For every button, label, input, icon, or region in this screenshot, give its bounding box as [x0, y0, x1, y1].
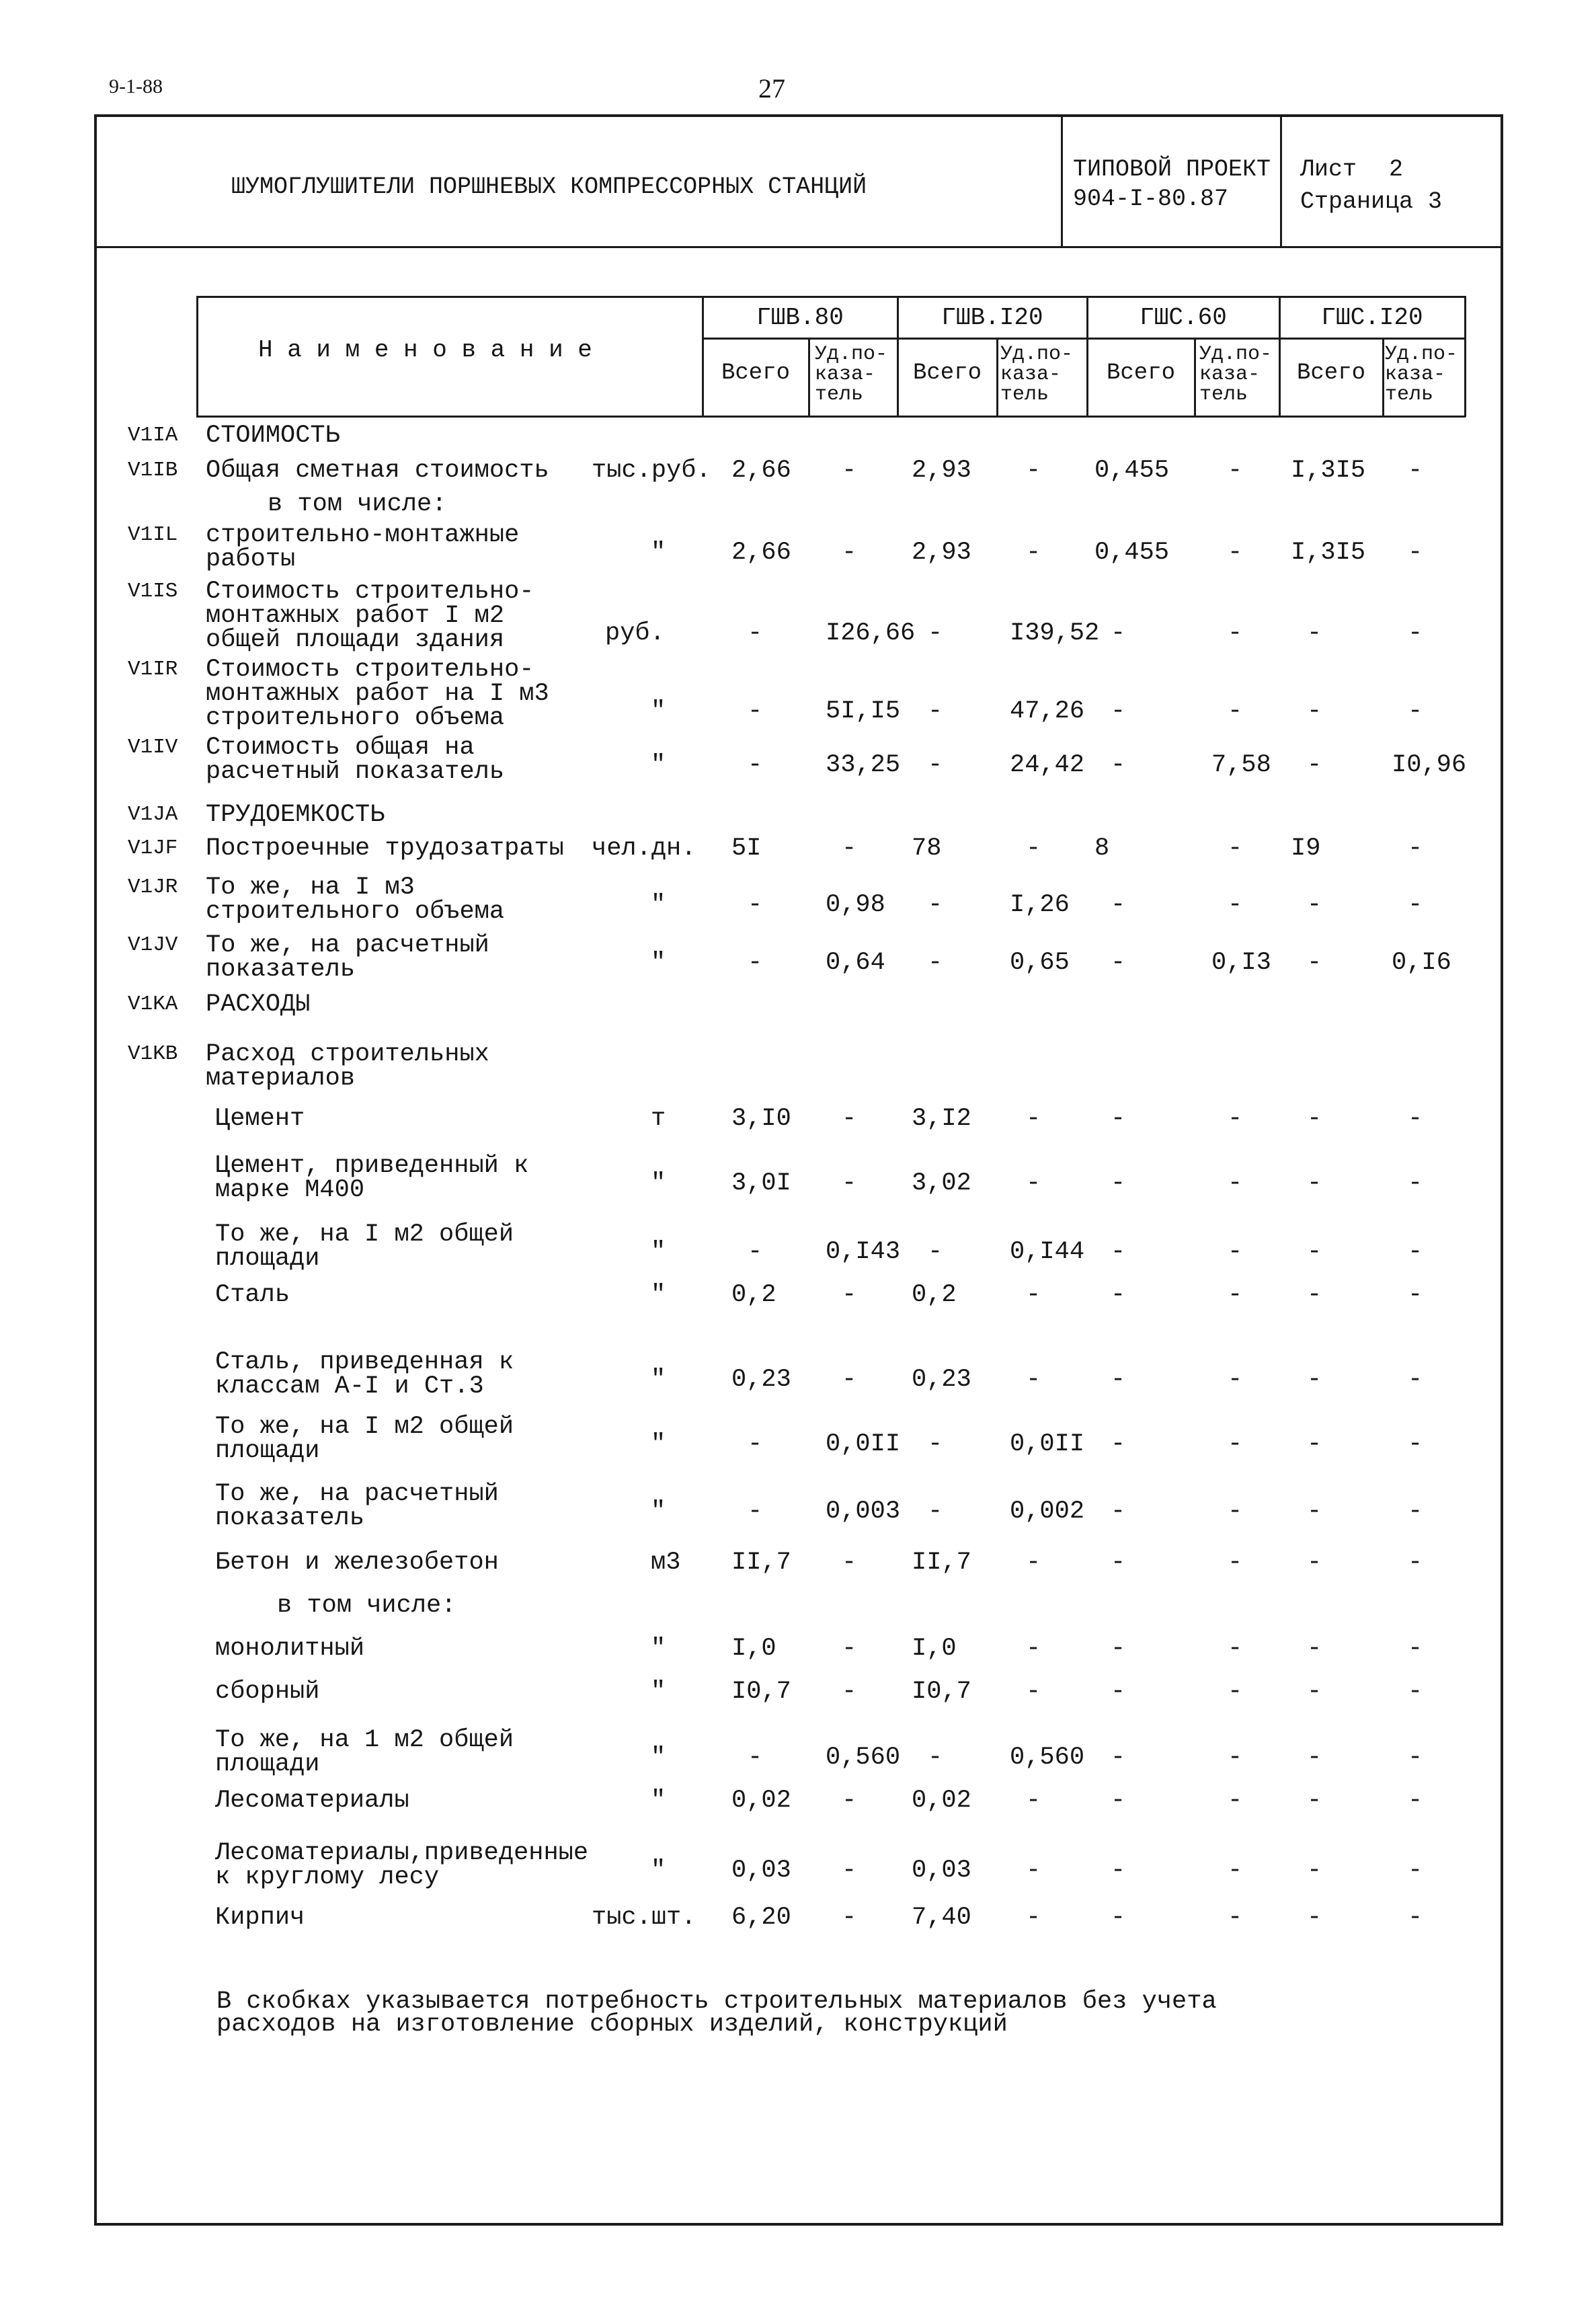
row-value: 3,I2	[912, 1105, 971, 1133]
row-name: строительно-монтажные работы	[206, 521, 520, 574]
row-value: -	[842, 1635, 857, 1663]
row-unit: "	[651, 1430, 666, 1458]
row-value: 0,560	[1010, 1744, 1085, 1772]
row-value: -	[1111, 1744, 1126, 1772]
row-name: в том числе:	[277, 1592, 456, 1620]
row-value: 0,03	[912, 1856, 971, 1885]
row-name: Сталь	[215, 1281, 290, 1309]
row-value: 0,I44	[1010, 1238, 1085, 1266]
row-value: -	[1307, 1105, 1322, 1133]
row-code: V1JV	[128, 933, 178, 957]
page-value: 3	[1428, 188, 1443, 215]
page-label: Страница	[1300, 188, 1414, 215]
row-value: -	[1307, 697, 1322, 726]
row-name: монолитный	[215, 1635, 365, 1663]
row-value: -	[1408, 1678, 1423, 1706]
row-name: ТРУДОЕМКОСТЬ	[206, 801, 385, 829]
row-value: -	[1026, 539, 1041, 567]
table-header-right	[1464, 296, 1466, 417]
row-value: 0,23	[912, 1366, 971, 1394]
row-value: -	[1228, 1856, 1243, 1885]
row-value: -	[1408, 1497, 1423, 1526]
row-unit: "	[651, 1497, 666, 1526]
row-value: I0,96	[1392, 751, 1467, 779]
row-value: -	[1026, 1105, 1041, 1133]
row-name: То же, на I м2 общей площади	[215, 1220, 514, 1273]
row-value: -	[1408, 1904, 1423, 1932]
frame-top	[94, 114, 1503, 117]
row-value: -	[1228, 1281, 1243, 1309]
page-number: 27	[758, 73, 785, 104]
row-value: II,7	[912, 1549, 971, 1577]
row-value: -	[1307, 1904, 1322, 1932]
row-value: I9	[1291, 834, 1321, 863]
row-name: Цемент, приведенный к марке М400	[215, 1152, 529, 1204]
row-value: -	[1228, 1678, 1243, 1706]
row-value: I,26	[1010, 891, 1070, 919]
row-unit: чел.дн.	[592, 834, 696, 863]
row-unit: "	[651, 751, 666, 779]
row-value: -	[1228, 697, 1243, 726]
row-unit: "	[651, 1678, 666, 1706]
row-value: 0,98	[826, 891, 885, 919]
row-value: -	[1228, 1549, 1243, 1577]
row-value: 3,02	[912, 1169, 971, 1198]
row-unit: "	[651, 1856, 666, 1885]
row-value: -	[1408, 1238, 1423, 1266]
row-value: -	[1408, 891, 1423, 919]
row-value: -	[1111, 891, 1126, 919]
subheader-total-2: Всего	[912, 360, 982, 386]
row-value: -	[1307, 1635, 1322, 1663]
row-value: 0,02	[731, 1787, 791, 1815]
row-value: 2,93	[912, 457, 971, 485]
title-block-bottom	[94, 246, 1503, 248]
group-header-2: ГШВ.I20	[941, 304, 1043, 331]
table-header-top	[196, 296, 1466, 298]
row-name: сборный	[215, 1678, 320, 1706]
row-value: 0,455	[1094, 539, 1170, 567]
row-value: I,0	[912, 1635, 957, 1663]
row-code: V1IR	[128, 658, 178, 681]
row-value: -	[1111, 1430, 1126, 1458]
row-value: -	[1307, 1238, 1322, 1266]
row-value: -	[748, 1744, 763, 1772]
title-block-divider-2	[1280, 114, 1282, 246]
row-unit: руб.	[605, 619, 665, 648]
row-value: 47,26	[1010, 697, 1085, 726]
row-value: -	[842, 1281, 857, 1309]
row-value: -	[1408, 539, 1423, 567]
row-value: 2,66	[731, 539, 791, 567]
row-value: -	[1111, 1281, 1126, 1309]
row-value: -	[842, 1904, 857, 1932]
row-unit: "	[651, 1635, 666, 1663]
row-value: -	[842, 539, 857, 567]
row-value: -	[1408, 1169, 1423, 1198]
project-label: ТИПОВОЙ ПРОЕКТ	[1073, 156, 1271, 183]
row-value: 0,02	[912, 1787, 971, 1815]
row-value: 0,002	[1010, 1497, 1085, 1526]
row-value: -	[1111, 1366, 1126, 1394]
row-name: Сталь, приведенная к классам А-I и Ст.3	[215, 1348, 514, 1401]
row-value: 24,42	[1010, 751, 1085, 779]
row-value: II,7	[731, 1549, 791, 1577]
row-value: -	[1307, 619, 1322, 648]
footnote: В скобках указывается потребность строительных материалов без учета расходов на изготовление сборных изделий, конструкций	[216, 1988, 1217, 2039]
row-value: -	[1111, 751, 1126, 779]
row-value: 78	[912, 834, 942, 863]
row-name: Стоимость строительно-монтажных работ на I м3 строительного объема	[206, 656, 549, 732]
row-value: -	[1307, 1744, 1322, 1772]
row-value: 0,64	[826, 949, 885, 977]
row-value: -	[842, 1366, 857, 1394]
row-value: -	[842, 1787, 857, 1815]
row-value: 0,I6	[1392, 949, 1451, 977]
row-name: в том числе:	[268, 490, 447, 518]
row-value: -	[1228, 1430, 1243, 1458]
row-name: То же, на 1 м2 общей площади	[215, 1726, 514, 1778]
table-header-mid	[702, 338, 1466, 340]
row-value: -	[928, 949, 943, 977]
row-value: 7,40	[912, 1904, 971, 1932]
row-unit: т	[651, 1105, 666, 1133]
row-value: -	[1026, 1787, 1041, 1815]
row-value: 2,66	[731, 457, 791, 485]
row-value: -	[1228, 1366, 1243, 1394]
row-value: 0,23	[731, 1366, 791, 1394]
row-value: -	[1111, 1549, 1126, 1577]
row-value: -	[1026, 457, 1041, 485]
row-value: 33,25	[826, 751, 901, 779]
table-header-bottom	[196, 416, 1466, 418]
subheader-unit-3: Уд.по- каза- тель	[1199, 343, 1273, 406]
row-value: 0,65	[1010, 949, 1070, 977]
row-value: 0,0II	[826, 1430, 901, 1458]
row-value: I26,66	[826, 619, 916, 648]
row-value: -	[842, 1105, 857, 1133]
row-code: V1IV	[128, 736, 178, 759]
row-unit: тыс.шт.	[592, 1904, 696, 1932]
row-value: -	[1026, 834, 1041, 863]
row-value: -	[1307, 1787, 1322, 1815]
row-value: -	[928, 891, 943, 919]
row-value: -	[1408, 1856, 1423, 1885]
row-value: -	[1307, 1281, 1322, 1309]
row-value: -	[1111, 1169, 1126, 1198]
row-value: -	[1228, 1169, 1243, 1198]
row-value: -	[1026, 1366, 1041, 1394]
title-block-divider-1	[1061, 114, 1063, 246]
row-value: 3,0I	[731, 1169, 791, 1198]
row-value: 2,93	[912, 539, 971, 567]
table-header-v-s4	[1382, 338, 1384, 417]
row-value: -	[1111, 697, 1126, 726]
row-value: -	[1307, 1678, 1322, 1706]
row-value: 0,2	[731, 1281, 776, 1309]
row-code: V1IS	[128, 580, 178, 603]
row-value: -	[1228, 457, 1243, 485]
subheader-unit-2: Уд.по- каза- тель	[1000, 343, 1074, 406]
row-value: 6,20	[731, 1904, 791, 1932]
row-name: Общая сметная стоимость	[206, 457, 549, 485]
row-value: I39,52	[1010, 619, 1100, 648]
row-value: 0,0II	[1010, 1430, 1085, 1458]
row-value: -	[1408, 619, 1423, 648]
row-code: V1KB	[128, 1042, 178, 1066]
row-value: -	[748, 1497, 763, 1526]
row-value: -	[748, 891, 763, 919]
row-name: Лесоматериалы	[215, 1787, 409, 1815]
frame-right	[1501, 114, 1503, 2226]
row-value: I,0	[731, 1635, 776, 1663]
row-value: -	[928, 697, 943, 726]
row-unit: "	[651, 1281, 666, 1309]
row-value: 0,003	[826, 1497, 901, 1526]
row-name: То же, на расчетный показатель	[215, 1480, 499, 1532]
subheader-total-3: Всего	[1106, 360, 1176, 386]
row-value: -	[1026, 1678, 1041, 1706]
row-value: -	[748, 751, 763, 779]
row-value: I0,7	[731, 1678, 791, 1706]
row-value: -	[1408, 1787, 1423, 1815]
row-value: -	[748, 1430, 763, 1458]
group-header-1: ГШВ.80	[756, 304, 844, 331]
row-unit: "	[651, 891, 666, 919]
row-value: -	[1307, 949, 1322, 977]
row-name: Цемент	[215, 1105, 305, 1133]
row-value: 7,58	[1211, 751, 1271, 779]
row-value: -	[1228, 1635, 1243, 1663]
row-name: Стоимость строительно-монтажных работ I м2 общей площади здания	[206, 578, 534, 654]
row-value: -	[1228, 1497, 1243, 1526]
row-value: -	[1307, 1366, 1322, 1394]
row-code: V1JA	[128, 803, 178, 826]
table-header-v-s2	[996, 338, 998, 417]
row-name: То же, на I м2 общей площади	[215, 1413, 514, 1465]
row-value: 3,I0	[731, 1105, 791, 1133]
row-value: -	[1111, 619, 1126, 648]
row-name: Бетон и железобетон	[215, 1549, 499, 1577]
row-value: -	[1111, 1497, 1126, 1526]
row-value: -	[1408, 1281, 1423, 1309]
group-header-3: ГШС.60	[1140, 304, 1227, 331]
row-value: -	[842, 457, 857, 485]
row-value: -	[1228, 1744, 1243, 1772]
document-title: ШУМОГЛУШИТЕЛИ ПОРШНЕВЫХ КОМПРЕССОРНЫХ СТАНЦИЙ	[231, 173, 867, 200]
row-value: 0,560	[826, 1744, 901, 1772]
row-value: -	[842, 1169, 857, 1198]
group-header-4: ГШС.I20	[1321, 304, 1423, 331]
row-name: СТОИМОСТЬ	[206, 422, 340, 450]
subheader-total-4: Всего	[1296, 360, 1366, 386]
row-value: -	[928, 1744, 943, 1772]
row-value: -	[748, 619, 763, 648]
row-value: -	[1228, 834, 1243, 863]
row-name: Лесоматериалы,приведенные к круглому лесу	[215, 1839, 589, 1891]
row-unit: тыс.руб.	[592, 457, 711, 485]
row-value: -	[1307, 1497, 1322, 1526]
row-unit: "	[651, 539, 666, 567]
row-value: -	[1408, 834, 1423, 863]
row-value: I0,7	[912, 1678, 971, 1706]
row-value: -	[1408, 1635, 1423, 1663]
row-value: -	[1111, 1856, 1126, 1885]
row-code: V1IB	[128, 459, 178, 482]
sheet-number: 2	[1389, 156, 1404, 183]
row-value: -	[1111, 1105, 1126, 1133]
table-header-v-s3	[1194, 338, 1196, 417]
row-value: -	[928, 1238, 943, 1266]
row-value: -	[1111, 1678, 1126, 1706]
row-value: -	[1228, 891, 1243, 919]
row-value: -	[748, 949, 763, 977]
row-value: -	[1228, 1904, 1243, 1932]
row-unit: "	[651, 697, 666, 726]
row-value: -	[1307, 1169, 1322, 1198]
row-value: -	[1228, 539, 1243, 567]
row-value: -	[1408, 1105, 1423, 1133]
project-number: 904-I-80.87	[1073, 186, 1229, 212]
row-value: -	[1111, 1904, 1126, 1932]
row-name: Расход строительных материалов	[206, 1040, 489, 1093]
row-value: -	[1026, 1856, 1041, 1885]
subheader-total-1: Всего	[721, 360, 791, 386]
row-value: -	[1408, 1366, 1423, 1394]
row-value: -	[1408, 1549, 1423, 1577]
row-value: I,3I5	[1291, 539, 1366, 567]
row-value: -	[1408, 1430, 1423, 1458]
row-value: -	[1111, 1635, 1126, 1663]
frame-left	[94, 114, 97, 2226]
row-name: Стоимость общая на расчетный показатель	[206, 734, 505, 786]
row-name: То же, на расчетный показатель	[206, 931, 489, 984]
row-value: -	[1307, 1549, 1322, 1577]
name-column-header: Н а и м е н о в а н и е	[258, 336, 592, 364]
row-value: -	[1026, 1549, 1041, 1577]
row-value: -	[1307, 1856, 1322, 1885]
row-value: 0,I3	[1211, 949, 1271, 977]
row-code: V1KA	[128, 992, 178, 1016]
row-value: -	[842, 1856, 857, 1885]
row-value: -	[928, 1430, 943, 1458]
table-header-left	[196, 296, 198, 417]
row-value: -	[928, 619, 943, 648]
row-value: 8	[1094, 834, 1110, 863]
row-code: V1JF	[128, 836, 178, 860]
row-value: -	[1408, 1744, 1423, 1772]
row-name: РАСХОДЫ	[206, 990, 311, 1019]
row-value: -	[748, 697, 763, 726]
table-header-v-s1	[808, 338, 810, 417]
row-value: -	[1026, 1169, 1041, 1198]
row-value: -	[842, 834, 857, 863]
row-unit: м3	[651, 1549, 681, 1577]
row-code: V1IL	[128, 523, 178, 547]
row-value: -	[1408, 457, 1423, 485]
row-value: -	[1111, 949, 1126, 977]
row-value: 5I,I5	[826, 697, 901, 726]
row-value: -	[1026, 1904, 1041, 1932]
row-name: То же, на I м3 строительного объема	[206, 873, 505, 926]
row-value: -	[1026, 1635, 1041, 1663]
subheader-unit-1: Уд.по- каза- тель	[815, 343, 888, 406]
row-unit: "	[651, 1744, 666, 1772]
row-value: -	[1408, 697, 1423, 726]
row-unit: "	[651, 1238, 666, 1266]
row-unit: "	[651, 1787, 666, 1815]
row-value: -	[842, 1549, 857, 1577]
row-value: 0,03	[731, 1856, 791, 1885]
row-value: -	[1228, 1787, 1243, 1815]
row-value: -	[1307, 1430, 1322, 1458]
row-value: -	[1228, 1105, 1243, 1133]
series-code: 9-1-88	[109, 75, 163, 97]
row-unit: "	[651, 949, 666, 977]
row-unit: "	[651, 1366, 666, 1394]
row-code: V1JR	[128, 875, 178, 899]
row-value: 0,I43	[826, 1238, 901, 1266]
row-value: 0,2	[912, 1281, 957, 1309]
row-name: Кирпич	[215, 1904, 305, 1932]
row-unit: "	[651, 1169, 666, 1198]
row-value: -	[1228, 619, 1243, 648]
frame-bottom	[94, 2223, 1503, 2226]
row-value: I,3I5	[1291, 457, 1366, 485]
row-value: -	[748, 1238, 763, 1266]
row-value: -	[1111, 1787, 1126, 1815]
subheader-unit-4: Уд.по- каза- тель	[1385, 343, 1458, 406]
row-name: Построечные трудозатраты	[206, 834, 564, 863]
row-code: V1IA	[128, 424, 178, 447]
sheet-label: Лист	[1300, 156, 1357, 183]
row-value: -	[928, 1497, 943, 1526]
row-value: -	[842, 1678, 857, 1706]
row-value: -	[1228, 1238, 1243, 1266]
row-value: -	[1307, 891, 1322, 919]
row-value: 5I	[731, 834, 762, 863]
row-value: -	[928, 751, 943, 779]
row-value: -	[1026, 1281, 1041, 1309]
row-value: 0,455	[1094, 457, 1170, 485]
row-value: -	[1111, 1238, 1126, 1266]
row-value: -	[1307, 751, 1322, 779]
